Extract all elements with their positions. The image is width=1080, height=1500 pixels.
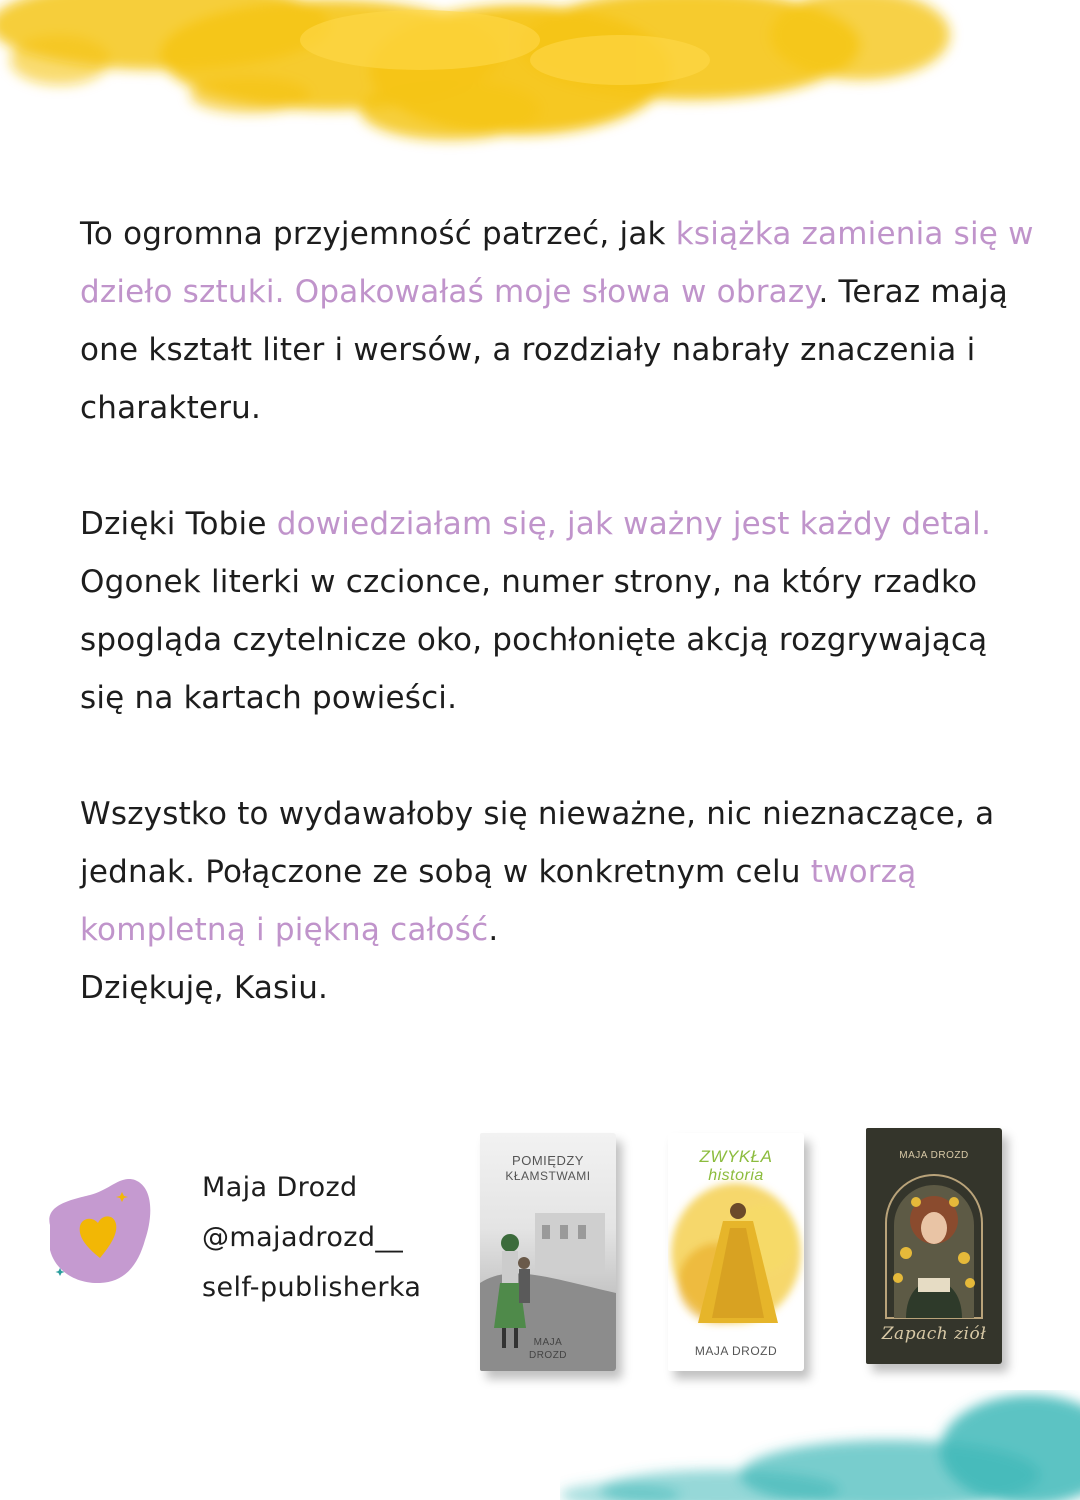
book-1-author-line2: DROZD: [528, 1350, 568, 1361]
highlighted-text: dowiedziałam się, jak ważny jest każdy detal.: [276, 506, 991, 542]
highlighted-text: książka zamienia się w dzieło sztuki. Opakowałaś moje słowa w obrazy: [80, 216, 1034, 310]
letter-body: [80, 205, 1040, 1017]
author-name: Maja Drozd: [202, 1172, 358, 1203]
letter-paragraph-3: [80, 785, 1040, 1017]
book-1-title-line2: KŁAMSTWAMI: [505, 1169, 591, 1183]
closing-line: Dziękuję, Kasiu.: [80, 970, 329, 1006]
paragraph-text: Dzięki Tobie: [80, 506, 277, 542]
teal-watercolor-splash: [560, 1390, 1080, 1500]
book-1-author-line1: MAJA: [533, 1337, 563, 1348]
yellow-watercolor-splash: [0, 0, 1080, 160]
letter-paragraph-2: [80, 495, 1040, 727]
paragraph-text: Wszystko to wydawałoby się nieważne, nic nieznaczące, a jednak. Połączone ze sobą w konkretnym celu: [80, 796, 995, 890]
highlighted-text: tworzą kompletną i piękną całość: [80, 854, 917, 948]
author-handle: @majadrozd__: [202, 1222, 404, 1253]
paragraph-text: Ogonek literki w czcionce, numer strony, na który rzadko spogląda czytelnicze oko, pochłonięte akcją rozgrywającą się na kartach powieści.: [80, 564, 988, 716]
paragraph-text: .: [488, 912, 499, 948]
book-3-title: Zapach ziół: [881, 1324, 987, 1344]
book-2-title-line2: historia: [708, 1167, 764, 1184]
book-2-author: MAJA DROZD: [694, 1344, 778, 1358]
book-3-author: MAJA DROZD: [899, 1150, 969, 1161]
letter-paragraph-1: [80, 205, 1040, 437]
author-role: self-publisherka: [202, 1272, 422, 1303]
heart-blob-logo: [40, 1170, 160, 1290]
paragraph-text: To ogromna przyjemność patrzeć, jak: [80, 216, 676, 252]
book-1-title-line1: POMIĘDZY: [512, 1153, 584, 1168]
author-info: [202, 1163, 421, 1313]
book-2-title-line1: ZWYKŁA: [699, 1147, 773, 1166]
paragraph-text: . Teraz mają one kształt liter i wersów, a rozdziały nabrały znaczenia i charakteru.: [80, 274, 1008, 426]
